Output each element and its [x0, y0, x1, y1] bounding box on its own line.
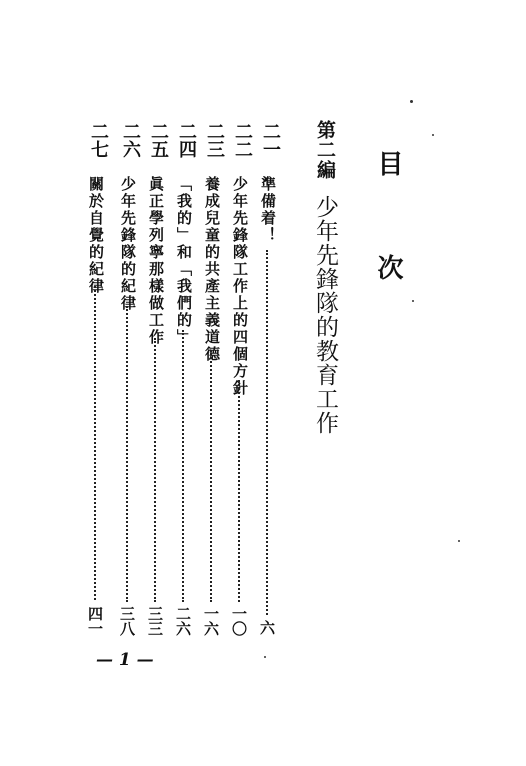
toc-entry-page: 一六	[202, 606, 220, 636]
toc-leader-dots	[126, 306, 128, 602]
scan-speck	[458, 540, 460, 542]
scan-speck	[412, 300, 414, 302]
toc-entry-page: 三八	[118, 606, 136, 636]
toc-entry-title: 少年先鋒隊工作上的四個方針	[231, 176, 249, 397]
toc-leader-dots	[154, 338, 156, 602]
toc-entry-page: 四一	[86, 606, 104, 636]
toc-entry-page: 六	[258, 620, 276, 635]
toc-leader-dots	[210, 350, 212, 602]
toc-entry-number: 二一	[260, 122, 281, 158]
toc-entry-number: 二四	[176, 122, 197, 158]
scan-speck	[264, 656, 266, 658]
toc-entry-page: 二六	[174, 606, 192, 636]
toc-entry-title: 少年先鋒隊的紀律	[119, 176, 137, 312]
toc-entry-number: 二三	[204, 122, 225, 158]
toc-entry-title: 關於自覺的紀律	[87, 176, 105, 295]
toc-leader-dots	[266, 250, 268, 615]
toc-entry-title: 準備着！	[259, 176, 277, 244]
scan-speck	[410, 100, 413, 103]
toc-entry-number: 二五	[148, 122, 169, 158]
page-title: 目 次	[373, 150, 403, 306]
part-number: 第二編	[314, 120, 336, 180]
toc-leader-dots	[94, 286, 96, 600]
toc-entry-title: 養成兒童的共產主義道德	[203, 176, 221, 363]
toc-entry-title: 「我的」和「我們的」	[175, 176, 193, 346]
toc-entry-page: 一〇	[230, 606, 248, 636]
scan-speck	[432, 134, 434, 136]
toc-entry-number: 二二	[232, 122, 253, 158]
part-title: 少年先鋒隊的教育工作	[312, 195, 338, 435]
toc-entry-number: 二六	[120, 122, 141, 158]
toc-leader-dots	[182, 330, 184, 602]
toc-leader-dots	[238, 380, 240, 602]
page-number-footer: — 1 —	[96, 650, 154, 670]
toc-entry-page: 三三	[146, 606, 164, 636]
toc-entry-title: 眞正學列寧那樣做工作	[147, 176, 165, 346]
toc-entry-number: 二七	[88, 122, 109, 158]
